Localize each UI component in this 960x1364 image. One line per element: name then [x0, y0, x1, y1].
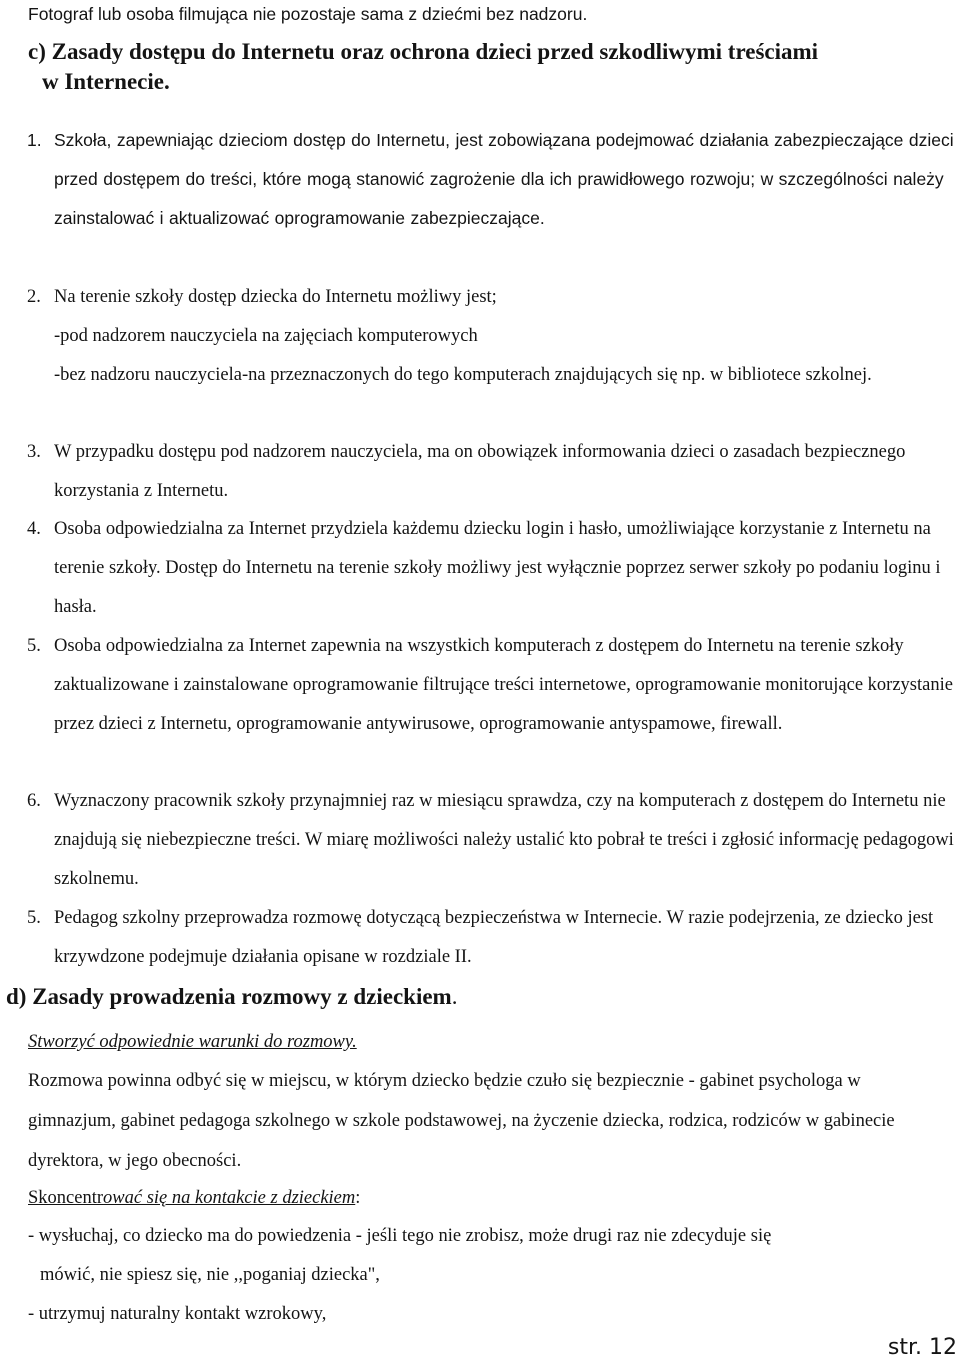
- section-c-label: c): [28, 39, 46, 64]
- list-item: [27, 121, 959, 238]
- page-number: str. 12: [887, 1335, 957, 1360]
- item-text: Pedagog szkolny przeprowadza rozmowę dotyczącą bezpieczeństwa w Internecie. W razie podejrzenia, ze dziecko jest krzywdzone podejmuje działania opisane w rozdziale II.: [54, 908, 934, 967]
- subheading-focus-end: :: [355, 1188, 361, 1208]
- list-item: - utrzymuj naturalny kontakt wzrokowy,: [28, 1304, 327, 1324]
- item-number: 1.: [27, 130, 42, 150]
- subheading-focus-italic: ować się na kontakcie z dzieckiem: [103, 1188, 356, 1208]
- list-item-continued: mówić, nie spiesz się, nie ,,poganiaj dziecka",: [40, 1265, 380, 1285]
- conditions-paragraph: Rozmowa powinna odbyć się w miejscu, w którym dziecko będzie czuło się bezpiecznie - gabinet psychologa w gimnazjum, gabinet pedagoga szkolnego w szkole podstawowej, na życzenie dziecka, rodzica, rodziców w gabinecie dyrektora, w jego obecności.: [28, 1071, 895, 1171]
- intro-line: Fotograf lub osoba filmująca nie pozostaje sama z dziećmi bez nadzoru.: [28, 4, 588, 24]
- item-text: Na terenie szkoły dostęp dziecka do Internetu możliwy jest;: [54, 287, 497, 307]
- item-text: Osoba odpowiedzialna za Internet zapewnia na wszystkich komputerach z dostępem do Internetu na terenie szkoły zaktualizowane i zainstalowane oprogramowanie filtrujące treści internetowe, oprogramowanie monitorujące korzystanie przez dzieci z Internetu, oprogramowanie antywirusowe, oprogramowanie antyspamowe, firewall.: [54, 636, 953, 734]
- section-d-heading: [6, 984, 457, 1010]
- section-d-label: d): [6, 984, 27, 1009]
- item-number: 6.: [27, 791, 41, 811]
- list-item: [27, 278, 959, 395]
- section-d-title-end: .: [451, 984, 458, 1009]
- subheading-focus-plain: Skoncentr: [28, 1188, 104, 1208]
- list-item: [27, 510, 959, 627]
- section-c-title: Zasady dostępu do Internetu oraz ochrona dzieci przed szkodliwymi treściami: [51, 39, 819, 64]
- item-number: 5.: [27, 908, 41, 928]
- section-c-title-continued: w Internecie.: [42, 69, 170, 94]
- list-item: [27, 782, 959, 899]
- item-number: 4.: [27, 519, 41, 539]
- list-item: [27, 899, 959, 977]
- section-c-heading: [28, 37, 948, 97]
- list-item: [27, 433, 959, 511]
- list-item: [27, 627, 959, 744]
- item-subline: -pod nadzorem nauczyciela na zajęciach komputerowych: [54, 326, 478, 346]
- item-text: Osoba odpowiedzialna za Internet przydziela każdemu dziecku login i hasło, umożliwiające korzystanie z Internetu na terenie szkoły. Dostęp do Internetu na terenie szkoły możliwy jest wyłącznie poprzez serwer szkoły po podaniu loginu i hasła.: [54, 519, 941, 617]
- item-number: 5.: [27, 636, 41, 656]
- list-item: - wysłuchaj, co dziecko ma do powiedzenia - jeśli tego nie zrobisz, może drugi raz nie zdecyduje się: [28, 1226, 772, 1246]
- item-number: 2.: [27, 287, 41, 307]
- subheading-conditions: Stworzyć odpowiednie warunki do rozmowy.: [28, 1032, 357, 1052]
- item-text: W przypadku dostępu pod nadzorem nauczyciela, ma on obowiązek informowania dzieci o zasadach bezpiecznego korzystania z Internetu.: [54, 442, 906, 501]
- item-number: 3.: [27, 442, 41, 462]
- item-text: Szkoła, zapewniając dzieciom dostęp do Internetu, jest zobowiązana podejmować działania zabezpieczające dzieci przed dostępem do treści, które mogą stanowić zagrożenie dla ich prawidłowego rozwoju; w szczególności należy zainstalować i aktualizować oprogramowanie zabezpieczające.: [54, 130, 954, 228]
- section-d-title: Zasady prowadzenia rozmowy z dzieckiem: [32, 984, 452, 1009]
- item-subline: -bez nadzoru nauczyciela-na przeznaczonych do tego komputerach znajdujących się np. w bibliotece szkolnej.: [54, 365, 872, 385]
- item-text: Wyznaczony pracownik szkoły przynajmniej raz w miesiącu sprawdza, czy na komputerach z dostępem do Internetu nie znajdują się niebezpieczne treści. W miarę możliwości należy ustalić kto pobrał te treści i zgłosić informację pedagogowi szkolnemu.: [54, 791, 954, 889]
- subheading-focus: [28, 1186, 360, 1210]
